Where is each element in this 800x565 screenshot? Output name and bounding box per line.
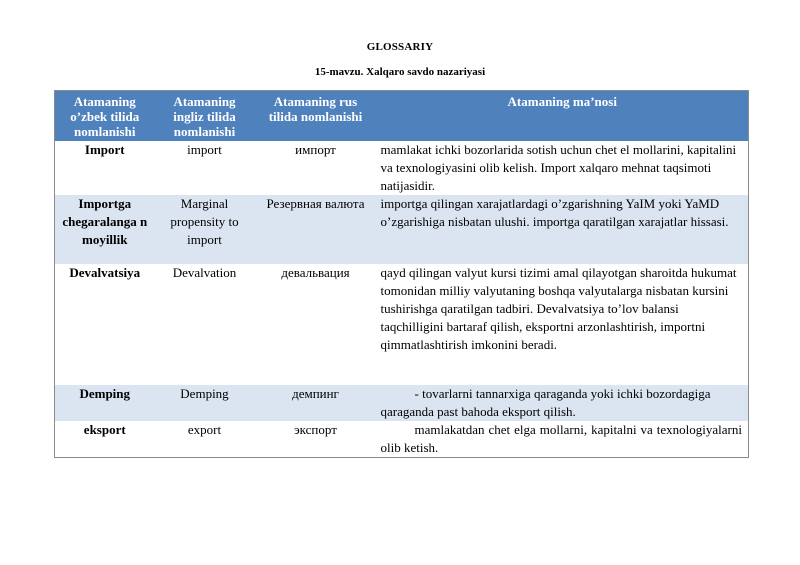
term-russian: Резервная валюта bbox=[255, 195, 377, 264]
header-row bbox=[55, 91, 749, 142]
header-russian: Atamaning rus tilida nomlanishi bbox=[255, 91, 377, 142]
table-row bbox=[55, 264, 749, 385]
term-english: Demping bbox=[155, 385, 255, 421]
table-row bbox=[55, 141, 749, 195]
term-english: export bbox=[187, 422, 222, 437]
term-russian: демпинг bbox=[255, 385, 377, 421]
document-subtitle: 15-mavzu. Xalqaro savdo nazariyasi bbox=[314, 66, 486, 78]
table-row bbox=[55, 385, 749, 421]
header-english: Atamaning ingliz tilida nomlanishi bbox=[155, 91, 255, 142]
term-english: import bbox=[187, 142, 222, 157]
term-english: Devalvation bbox=[172, 265, 237, 280]
term-meaning: - tovarlarni tannarxiga qaraganda yoki ichki bozordagiga qaraganda past bahoda eksport qilish. bbox=[377, 385, 749, 421]
term-uzbek: Devalvatsiya bbox=[69, 265, 141, 280]
term-russian: экспорт bbox=[294, 422, 337, 437]
term-meaning: mamlakat ichki bozorlarida sotish uchun chet el mollarini, kapitalini va texnologiyasini olib kelish. Import xalqaro mehnat taqsimoti natijasidir. bbox=[380, 142, 737, 193]
term-uzbek: Import bbox=[84, 142, 125, 157]
header-meaning: Atamaning ma’nosi bbox=[377, 91, 749, 142]
term-russian: девальвация bbox=[281, 265, 350, 280]
glossary-table bbox=[54, 90, 749, 458]
term-meaning: qayd qilingan valyut kursi tizimi amal qilayotgan sharoitda hukumat tomonidan milliy valyutaning boshqa valyutalarga nisbatan kursini tushirishga qaratilgan tadbiri. Devalvatsiya to’lov balansi taqchilligini bartaraf qilish, eksportni arzonlashtirish, importni qimmatlashtirish imkonini beradi. bbox=[380, 265, 737, 352]
document-title: GLOSSARIY bbox=[366, 41, 434, 53]
table-row bbox=[55, 195, 749, 264]
term-meaning: mamlakatdan chet elga mollarni, kapitalni va texnologiyalarni olib ketish. bbox=[380, 422, 742, 455]
term-english: Marginal propensity to import bbox=[155, 195, 255, 264]
header-uzbek: Atamaning o’zbek tilida nomlanishi bbox=[55, 91, 155, 142]
term-meaning: importga qilingan xarajatlardagi o’zgarishning YaIM yoki YaMD o’zgarishiga nisbatan ulushi. importga qaratilgan xarajatlar hissasi. bbox=[377, 195, 749, 264]
table-row bbox=[55, 421, 749, 458]
term-uzbek: Importga chegaralanga n moyillik bbox=[55, 195, 155, 264]
term-uzbek: eksport bbox=[83, 422, 126, 437]
term-russian: импорт bbox=[295, 142, 336, 157]
term-uzbek: Demping bbox=[55, 385, 155, 421]
